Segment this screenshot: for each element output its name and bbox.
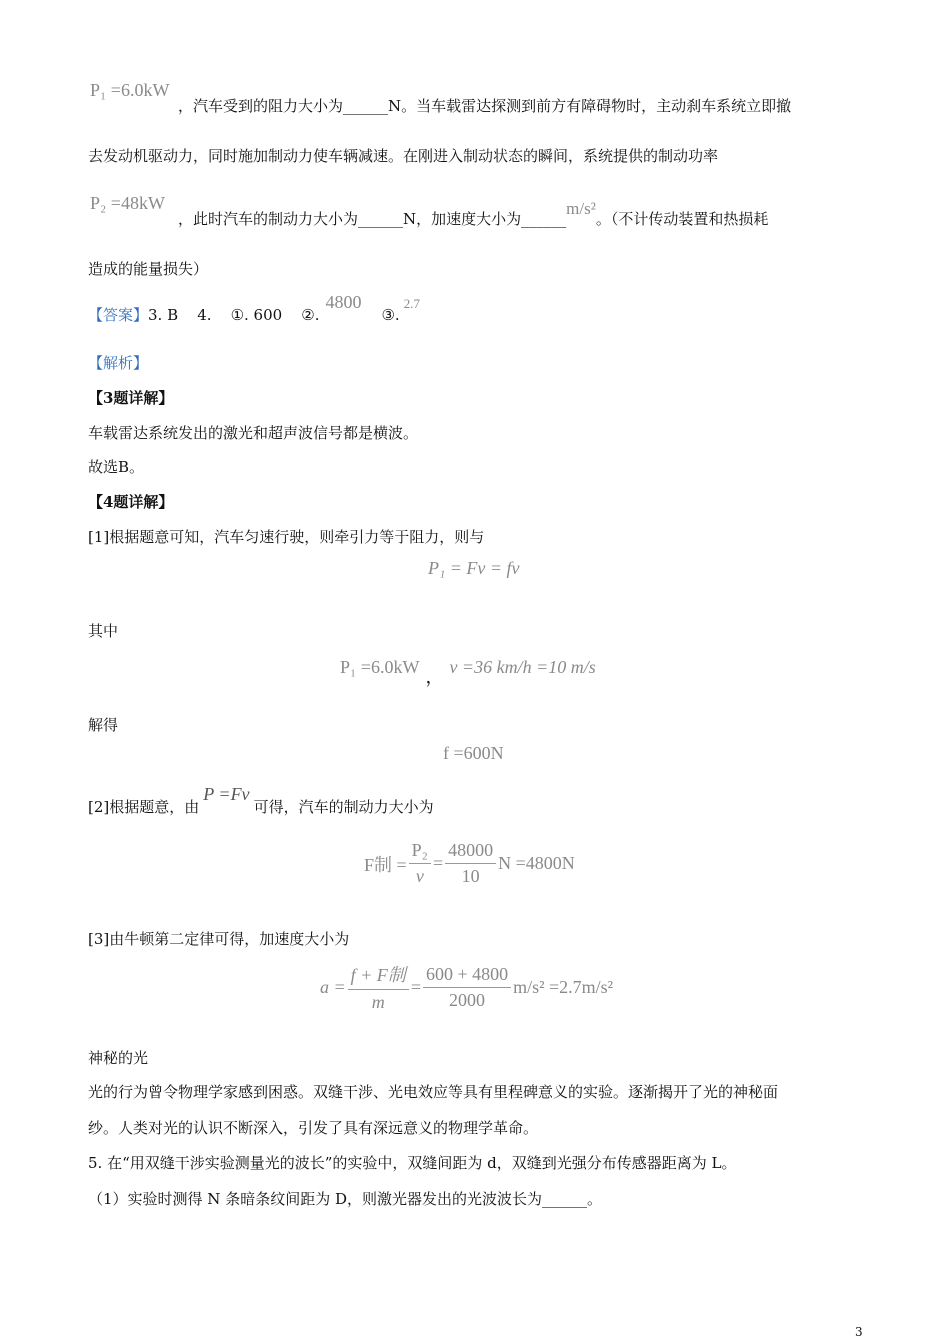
fraction xyxy=(445,840,496,887)
q4-step2-text xyxy=(88,784,434,817)
equation-part: N =4800N xyxy=(498,853,575,873)
q4-step3-text: [3]由牛顿第二定律可得，加速度大小为 xyxy=(88,930,350,948)
section-title: 神秘的光 xyxy=(88,1049,149,1067)
problem-text-line: ，汽车受到的阻力大小为______N。当车载雷达探测到前方有障碍物时，主动刹车系统立即撤 xyxy=(178,97,792,115)
equation-part: P₁ =6.0kW xyxy=(340,657,420,677)
step-text: 可得，汽车的制动力大小为 xyxy=(253,798,434,816)
fraction-numerator: f + F制 xyxy=(348,961,409,990)
equation-p1: P₁ =6.0kW xyxy=(90,80,170,100)
where-label: 其中 xyxy=(88,622,119,640)
problem-text: 。（不计传动装置和热损耗 xyxy=(595,210,769,228)
equation-part: v =36 km/h =10 m/s xyxy=(449,657,596,677)
q3-choice: 故选B。 xyxy=(88,458,145,476)
problem-text-line xyxy=(178,199,769,229)
fraction-numerator: P₂ xyxy=(409,840,431,864)
question-5-1: （1）实验时测得 N 条暗条纹间距为 D，则激光器发出的光波波长为______。 xyxy=(88,1190,603,1208)
q3-heading: 【3题详解】 xyxy=(88,389,174,407)
section-paragraph: 纱。人类对光的认识不断深入，引发了具有深远意义的物理学革命。 xyxy=(88,1119,539,1137)
equation-part: a = xyxy=(320,976,346,997)
problem-text-line: 造成的能量损失） xyxy=(88,260,209,278)
section-paragraph: 光的行为曾令物理学家感到困惑。双缝干涉、光电效应等具有里程碑意义的实验。逐渐揭开了光的神秘面 xyxy=(88,1083,779,1101)
equation-friction: f =600N xyxy=(443,743,504,763)
analysis-tag: 【解析】 xyxy=(88,354,149,372)
fraction-numerator: 48000 xyxy=(445,840,496,864)
unit-label: m/s² xyxy=(566,199,596,218)
equation-part: = xyxy=(410,976,421,997)
q4-step1-text: [1]根据题意可知，汽车匀速行驶，则牵引力等于阻力，则与 xyxy=(88,528,485,546)
equation-given xyxy=(340,653,596,687)
solve-label: 解得 xyxy=(88,716,119,734)
answer-value-2: 4800 xyxy=(325,292,362,312)
equation-sep: ， xyxy=(425,667,444,687)
equation-part: F制 = xyxy=(364,854,407,875)
fraction-denominator: v xyxy=(415,866,424,886)
inline-equation: P =Fv xyxy=(203,784,250,804)
fraction xyxy=(409,840,431,887)
answer-tag: 【答案】 xyxy=(88,306,149,324)
fraction xyxy=(348,961,409,1013)
q3-explanation: 车载雷达系统发出的激光和超声波信号都是横波。 xyxy=(88,424,419,442)
fraction-denominator: 2000 xyxy=(449,989,486,1010)
answer-body: 3. B 4. ①. 600 ②. xyxy=(148,306,320,324)
fraction xyxy=(423,964,511,1011)
answer-value-3: 2.7 xyxy=(403,296,420,311)
equation-part: = xyxy=(432,853,444,873)
problem-text: ，此时汽车的制动力大小为______N，加速度大小为______ xyxy=(178,210,567,228)
answer-sep-3: ③. xyxy=(381,306,400,324)
equation-acceleration xyxy=(320,961,613,1013)
equation-p2: P₂ =48kW xyxy=(90,193,165,213)
equation-part: m/s² =2.7m/s² xyxy=(513,976,614,997)
fraction-numerator: 600 + 4800 xyxy=(423,964,511,988)
fraction-denominator: m xyxy=(371,992,385,1012)
problem-text-line: 去发动机驱动力，同时施加制动力使车辆减速。在刚进入制动状态的瞬间，系统提供的制动功率 xyxy=(88,147,719,165)
page-number: 3 xyxy=(855,1325,863,1339)
equation-power: P₁ = Fv = fv xyxy=(428,558,520,578)
fraction-denominator: 10 xyxy=(461,866,480,886)
equation-brake-force xyxy=(364,840,575,887)
question-5: 5. 在“用双缝干涉实验测量光的波长”的实验中，双缝间距为 d，双缝到光强分布传感器距离为 L。 xyxy=(88,1154,737,1172)
step-text: [2]根据题意，由 xyxy=(88,798,200,816)
q4-heading: 【4题详解】 xyxy=(88,493,174,511)
answer-line xyxy=(88,292,420,325)
